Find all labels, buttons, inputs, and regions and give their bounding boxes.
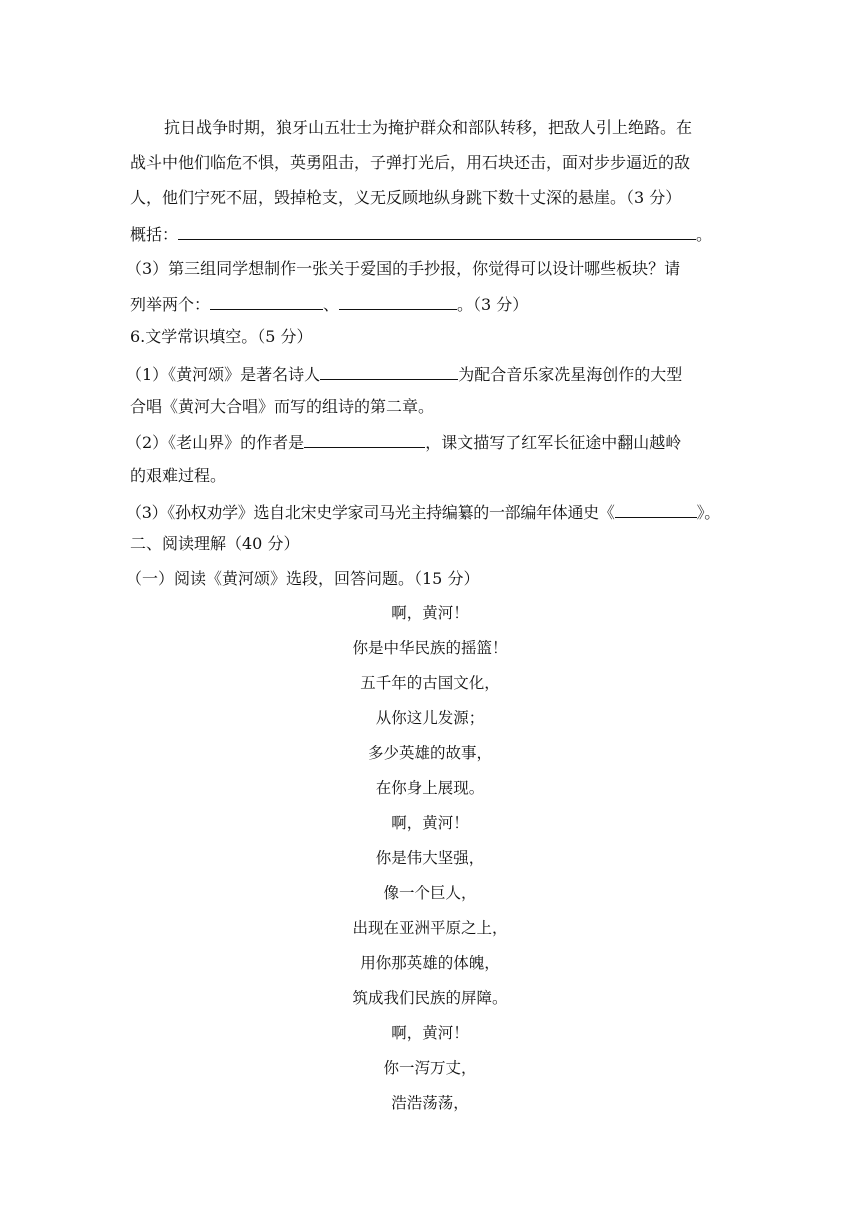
q6-1-suffix: 为配合音乐家冼星海创作的大型 bbox=[458, 365, 683, 384]
q5-3-suffix: 。（3 分） bbox=[457, 295, 529, 314]
summary-label: 概括： bbox=[130, 225, 179, 244]
q6-2-line-1 bbox=[126, 430, 681, 454]
q6-1-line-2: 合唱《黄河大合唱》而写的组诗的第二章。 bbox=[130, 397, 435, 416]
poem-line: 从你这儿发源； bbox=[375, 709, 485, 727]
q6-1-line-1 bbox=[126, 362, 682, 386]
passage-line-3: 人，他们宁死不屈，毁掉枪支，义无反顾地纵身跳下数十丈深的悬崖。（3 分） bbox=[130, 188, 682, 207]
q6-3-line bbox=[126, 500, 720, 524]
q6-3-prefix: （3）《孙权劝学》选自北宋史学家司马光主持编纂的一部编年体通史《 bbox=[126, 503, 615, 522]
q5-3-answer-blank-2[interactable] bbox=[339, 292, 457, 310]
q5-3-line-1: （3）第三组同学想制作一张关于爱国的手抄报，你觉得可以设计哪些板块？请 bbox=[126, 259, 681, 278]
poem-line: 筑成我们民族的屏障。 bbox=[352, 989, 508, 1007]
q6-1-prefix: （1）《黄河颂》是著名诗人 bbox=[126, 365, 321, 384]
q6-2-prefix: （2）《老山界》的作者是 bbox=[126, 433, 305, 452]
q6-3-answer-blank[interactable] bbox=[615, 500, 697, 518]
poem-line: 像一个巨人， bbox=[383, 884, 477, 902]
q6-title: 6.文学常识填空。（5 分） bbox=[130, 327, 313, 346]
poem-line: 啊，黄河！ bbox=[391, 814, 469, 832]
q6-2-suffix: ，课文描写了红军长征途中翻山越岭 bbox=[425, 433, 682, 452]
poem-line: 浩浩荡荡， bbox=[391, 1094, 469, 1112]
poem-line: 你是伟大坚强， bbox=[375, 849, 485, 867]
section-2-sub-1: （一）阅读《黄河颂》选段，回答问题。（15 分） bbox=[126, 569, 480, 588]
q5-3-answer-blank-1[interactable] bbox=[210, 292, 323, 310]
summary-line bbox=[130, 222, 712, 246]
q6-2-answer-blank[interactable] bbox=[304, 430, 425, 448]
q5-3-separator: 、 bbox=[323, 295, 340, 314]
poem-line: 你是中华民族的摇篮！ bbox=[352, 639, 508, 657]
poem-line: 用你那英雄的体魄， bbox=[360, 954, 500, 972]
summary-end: 。 bbox=[696, 225, 713, 244]
poem-line: 在你身上展现。 bbox=[375, 779, 485, 797]
summary-answer-blank[interactable] bbox=[178, 222, 696, 240]
poem-line: 啊，黄河！ bbox=[391, 604, 469, 622]
poem-line: 你一泻万丈， bbox=[383, 1059, 477, 1077]
passage-line-1: 抗日战争时期，狼牙山五壮士为掩护群众和部队转移，把敌人引上绝路。在 bbox=[164, 118, 693, 137]
section-2-title: 二、阅读理解（40 分） bbox=[130, 534, 300, 553]
q5-3-line-2 bbox=[130, 292, 528, 316]
q6-1-answer-blank[interactable] bbox=[320, 362, 458, 380]
q5-3-prefix: 列举两个： bbox=[130, 295, 211, 314]
poem-line: 五千年的古国文化， bbox=[360, 674, 500, 692]
q6-2-line-2: 的艰难过程。 bbox=[130, 466, 227, 485]
poem-line: 多少英雄的故事， bbox=[367, 744, 492, 762]
q6-3-suffix: 》。 bbox=[696, 503, 720, 522]
passage-line-2: 战斗中他们临危不惧，英勇阻击，子弹打光后，用石块还击，面对步步逼近的敌 bbox=[130, 153, 691, 172]
poem-line: 啊，黄河！ bbox=[391, 1024, 469, 1042]
poem-line: 出现在亚洲平原之上， bbox=[352, 919, 508, 937]
